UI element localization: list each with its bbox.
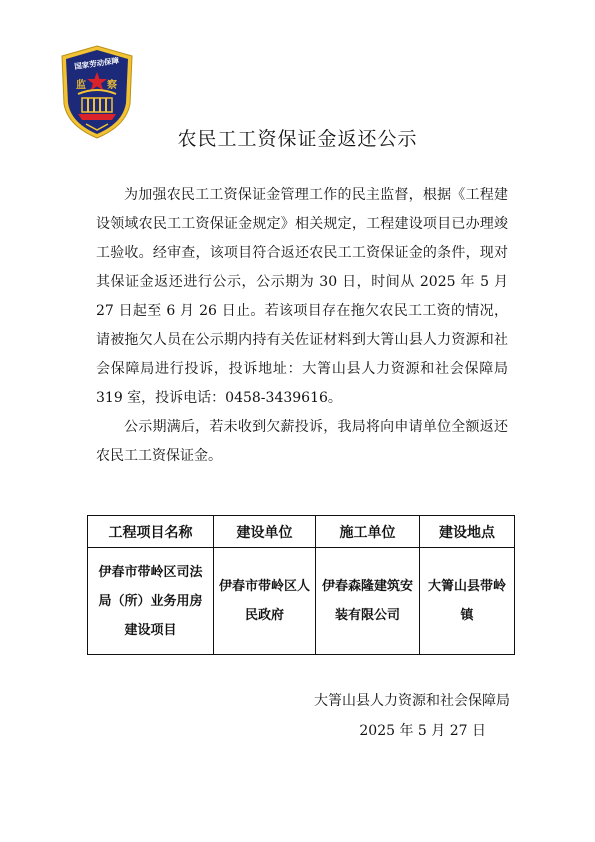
- emblem-left-char: 监: [76, 80, 86, 91]
- header-location: 建设地点: [420, 516, 515, 548]
- emblem-columns: [82, 98, 112, 112]
- signature-org: 大箐山县人力资源和社会保障局: [314, 693, 510, 709]
- cell-contractor: 伊春森隆建筑安装有限公司: [316, 548, 420, 655]
- emblem-right-char: 察: [107, 80, 117, 91]
- project-info-table: [87, 515, 515, 655]
- signature-block: [314, 686, 510, 746]
- header-builder: 建设单位: [214, 516, 316, 548]
- cell-project-name: 伊春市带岭区司法局（所）业务用房建设项目: [88, 548, 214, 655]
- notice-paragraph-2: 公示期满后，若未收到欠薪投诉，我局将向申请单位全额返还农民工工资保证金。: [96, 419, 508, 464]
- emblem-top-text: 国家劳动保障: [73, 55, 120, 72]
- notice-title: 农民工工资保证金返还公示: [177, 128, 418, 150]
- table-header-row: [88, 516, 515, 548]
- header-project-name: 工程项目名称: [88, 516, 214, 548]
- signature-date: 2025 年 5 月 27 日: [359, 723, 486, 739]
- cell-builder: 伊春市带岭区人民政府: [214, 548, 316, 655]
- notice-body: [96, 181, 508, 471]
- notice-paragraph-1: 为加强农民工工资保证金管理工作的民主监督，根据《工程建设领域农民工工资保证金规定》相关规定，工程建设项目已办理竣工验收。经审查，该项目符合返还农民工工资保证金的条件，现对其保证金返还进行公示，公示期为 30 日，时间从 2025 年 5 月 27 日起至 6 月 26 日止。若该项目存在拖欠农民工工资的情况，请被拖欠人员在公示期内持有关佐证材料到大箐山县人力资源和社会保障局进行投诉，投诉地址：大箐山县人力资源和社会保障局 319 室，投诉电话：0458-3439616。: [96, 187, 508, 406]
- cell-location: 大箐山县带岭镇: [420, 548, 515, 655]
- header-contractor: 施工单位: [316, 516, 420, 548]
- table-row: [88, 548, 515, 655]
- emblem-ribbon: [78, 114, 116, 120]
